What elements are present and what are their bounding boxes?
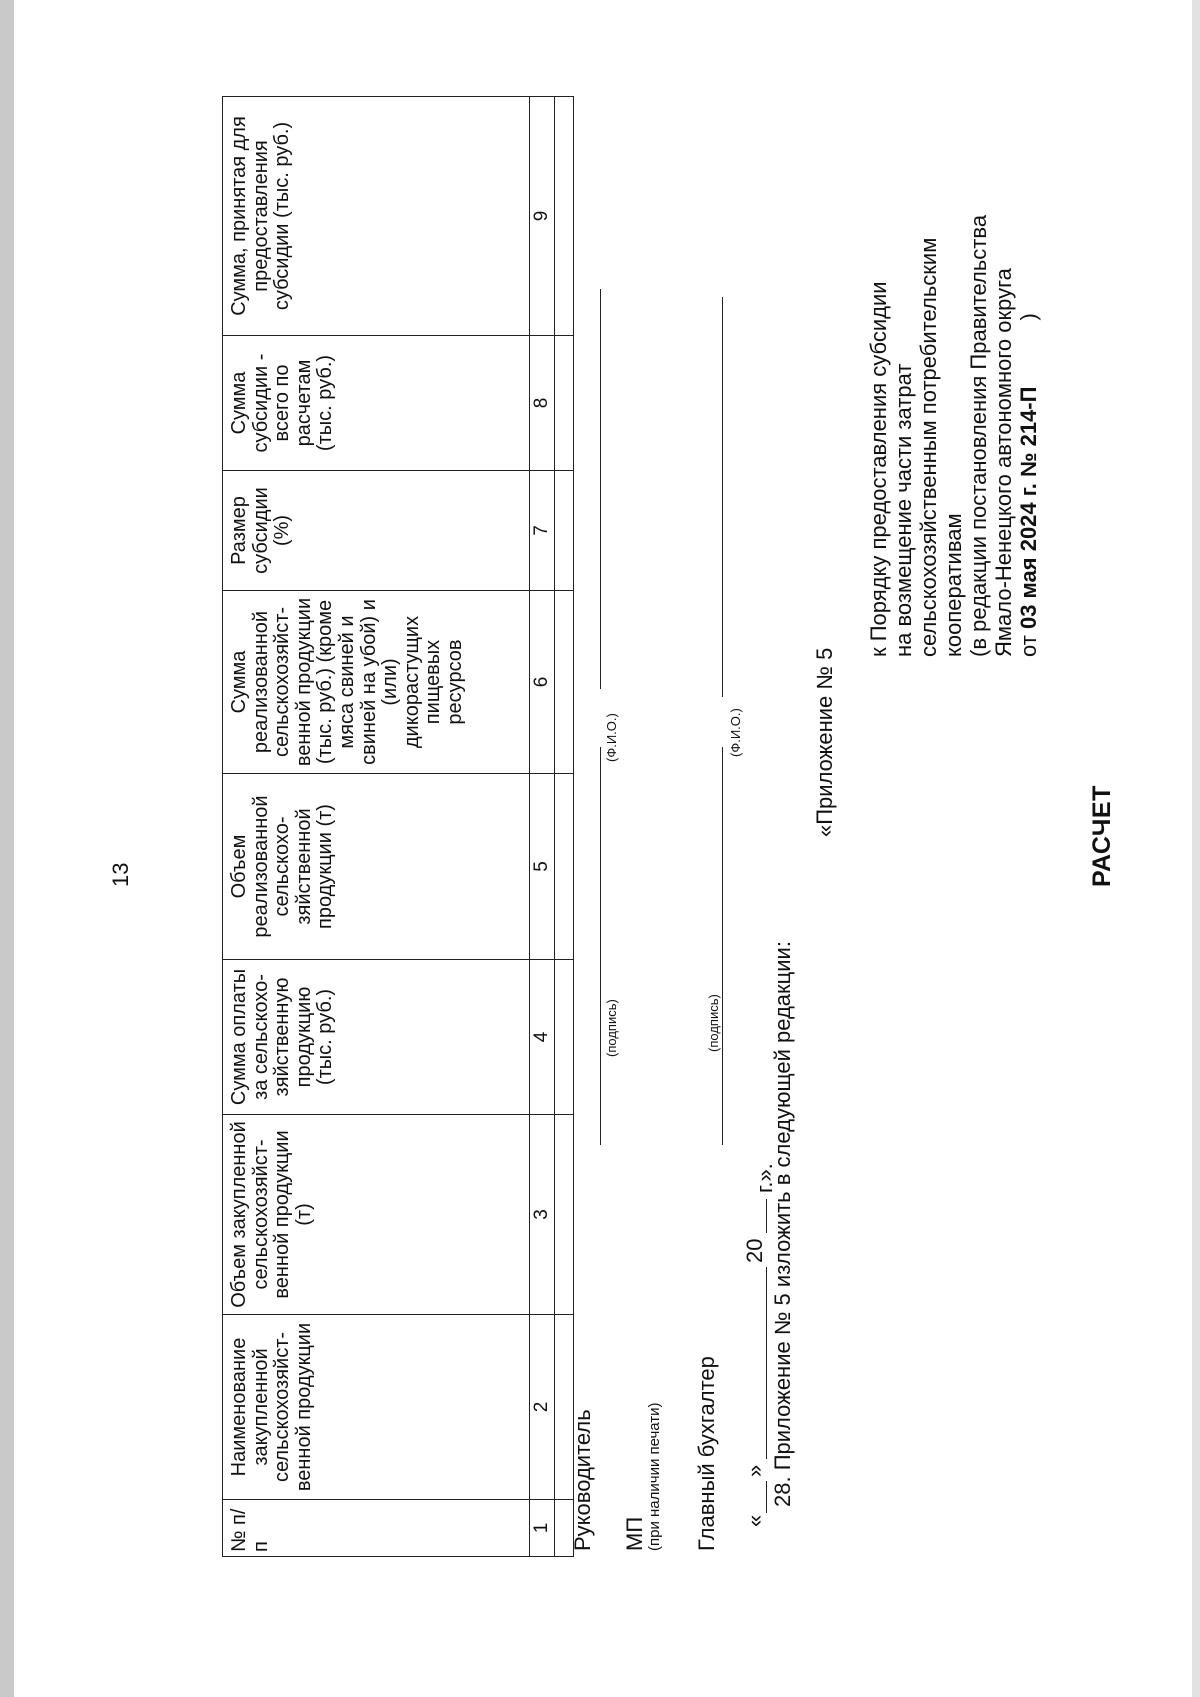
- appendix-line: кооперативам: [941, 513, 967, 657]
- name-caption: (Ф.И.О.): [604, 713, 619, 762]
- column-number: 4: [530, 960, 555, 1115]
- column-number: 6: [530, 591, 555, 774]
- appendix-line: Ямало-Ненецкого автономного округа: [991, 268, 1017, 657]
- header-cell: № п/п: [223, 1500, 530, 1557]
- table-cell: [555, 960, 574, 1115]
- head-signature-line: [600, 747, 601, 1145]
- column-number: 1: [530, 1500, 555, 1557]
- table-cell: [555, 1115, 574, 1315]
- date-year-prefix: 20: [742, 1238, 767, 1263]
- table-cell: [555, 774, 574, 960]
- column-number-row: [530, 97, 555, 1557]
- name-caption: (Ф.И.О.): [728, 708, 743, 757]
- appendix-line: на возмещение части затрат: [891, 363, 917, 657]
- appendix-line: к Порядку предоставления субсидии: [866, 281, 891, 657]
- header-cell: Сумма реализованной сельскохозяйст-венной продукции (тыс. руб.) (кроме мяса свиней и свиней на убой) и (или) дикорастущих пищевых ресурсов: [223, 591, 530, 774]
- header-cell: Размер субсидии (%): [223, 471, 530, 591]
- mp-note: (при наличии печати): [646, 1402, 663, 1551]
- amendment-item-28: 28. Приложение № 5 изложить в следующей редакции:: [770, 941, 795, 1507]
- signature-caption: (подпись): [604, 999, 619, 1057]
- page-number: 13: [108, 862, 133, 887]
- table-cell: [555, 97, 574, 336]
- header-cell: Объем реализованной сельскохо-зяйственной продукции (т): [223, 774, 530, 960]
- appendix-date-line: [1016, 215, 1041, 657]
- appendix-date-prefix: от: [1016, 635, 1042, 657]
- header-cell: Наименование закупленной сельскохозяйст-венной продукции: [223, 1315, 530, 1500]
- date-month-line: [766, 1267, 767, 1459]
- table-cell: [555, 471, 574, 591]
- head-name-line: [600, 289, 601, 689]
- appendix-date: 03 мая 2024 г. № 214-П: [1016, 386, 1042, 630]
- date-year-suffix: г.».: [752, 1163, 777, 1193]
- calculation-table: [222, 96, 574, 1557]
- column-number: 3: [530, 1115, 555, 1315]
- header-cell: Объем закупленной сельскохозяйст-венной продукции (т): [223, 1115, 530, 1315]
- column-number: 8: [530, 336, 555, 471]
- date-open-quote: «: [742, 1514, 767, 1527]
- appendix-date-close: ): [1016, 313, 1042, 321]
- column-number: 9: [530, 97, 555, 336]
- table-cell: [555, 591, 574, 774]
- table-empty-row: [555, 97, 574, 1557]
- table-header-row: [223, 97, 530, 1557]
- appendix-caption: [866, 215, 1042, 657]
- table-cell: [555, 336, 574, 471]
- header-cell: Сумма, принятая для предоставления субсидии (тыс. руб.): [223, 97, 530, 336]
- column-number: 5: [530, 774, 555, 960]
- accountant-signature-line: [722, 747, 723, 1145]
- appendix-line: (в редакции постановления Правительства: [966, 214, 992, 657]
- date-day-line: [766, 1481, 767, 1513]
- date-year-line: [766, 1199, 767, 1233]
- appendix-line: сельскохозяйственным потребительским: [916, 237, 942, 657]
- header-cell: Сумма субсидии - всего по расчетам (тыс. руб.): [223, 336, 530, 471]
- signature-caption: (подпись): [706, 994, 721, 1052]
- header-cell: Сумма оплаты за сельскохо-зяйственную продукцию (тыс. руб.): [223, 960, 530, 1115]
- accountant-name-line: [722, 297, 723, 697]
- column-number: 7: [530, 471, 555, 591]
- column-number: 2: [530, 1315, 555, 1500]
- date-close-quote: »: [742, 1464, 767, 1477]
- head-label: Руководитель: [570, 1409, 595, 1551]
- document-heading: РАСЧЕТ: [1088, 785, 1116, 887]
- appendix-title: «Приложение № 5: [812, 647, 837, 837]
- mp-label: МП: [622, 1516, 647, 1551]
- accountant-label: Главный бухгалтер: [694, 1356, 719, 1551]
